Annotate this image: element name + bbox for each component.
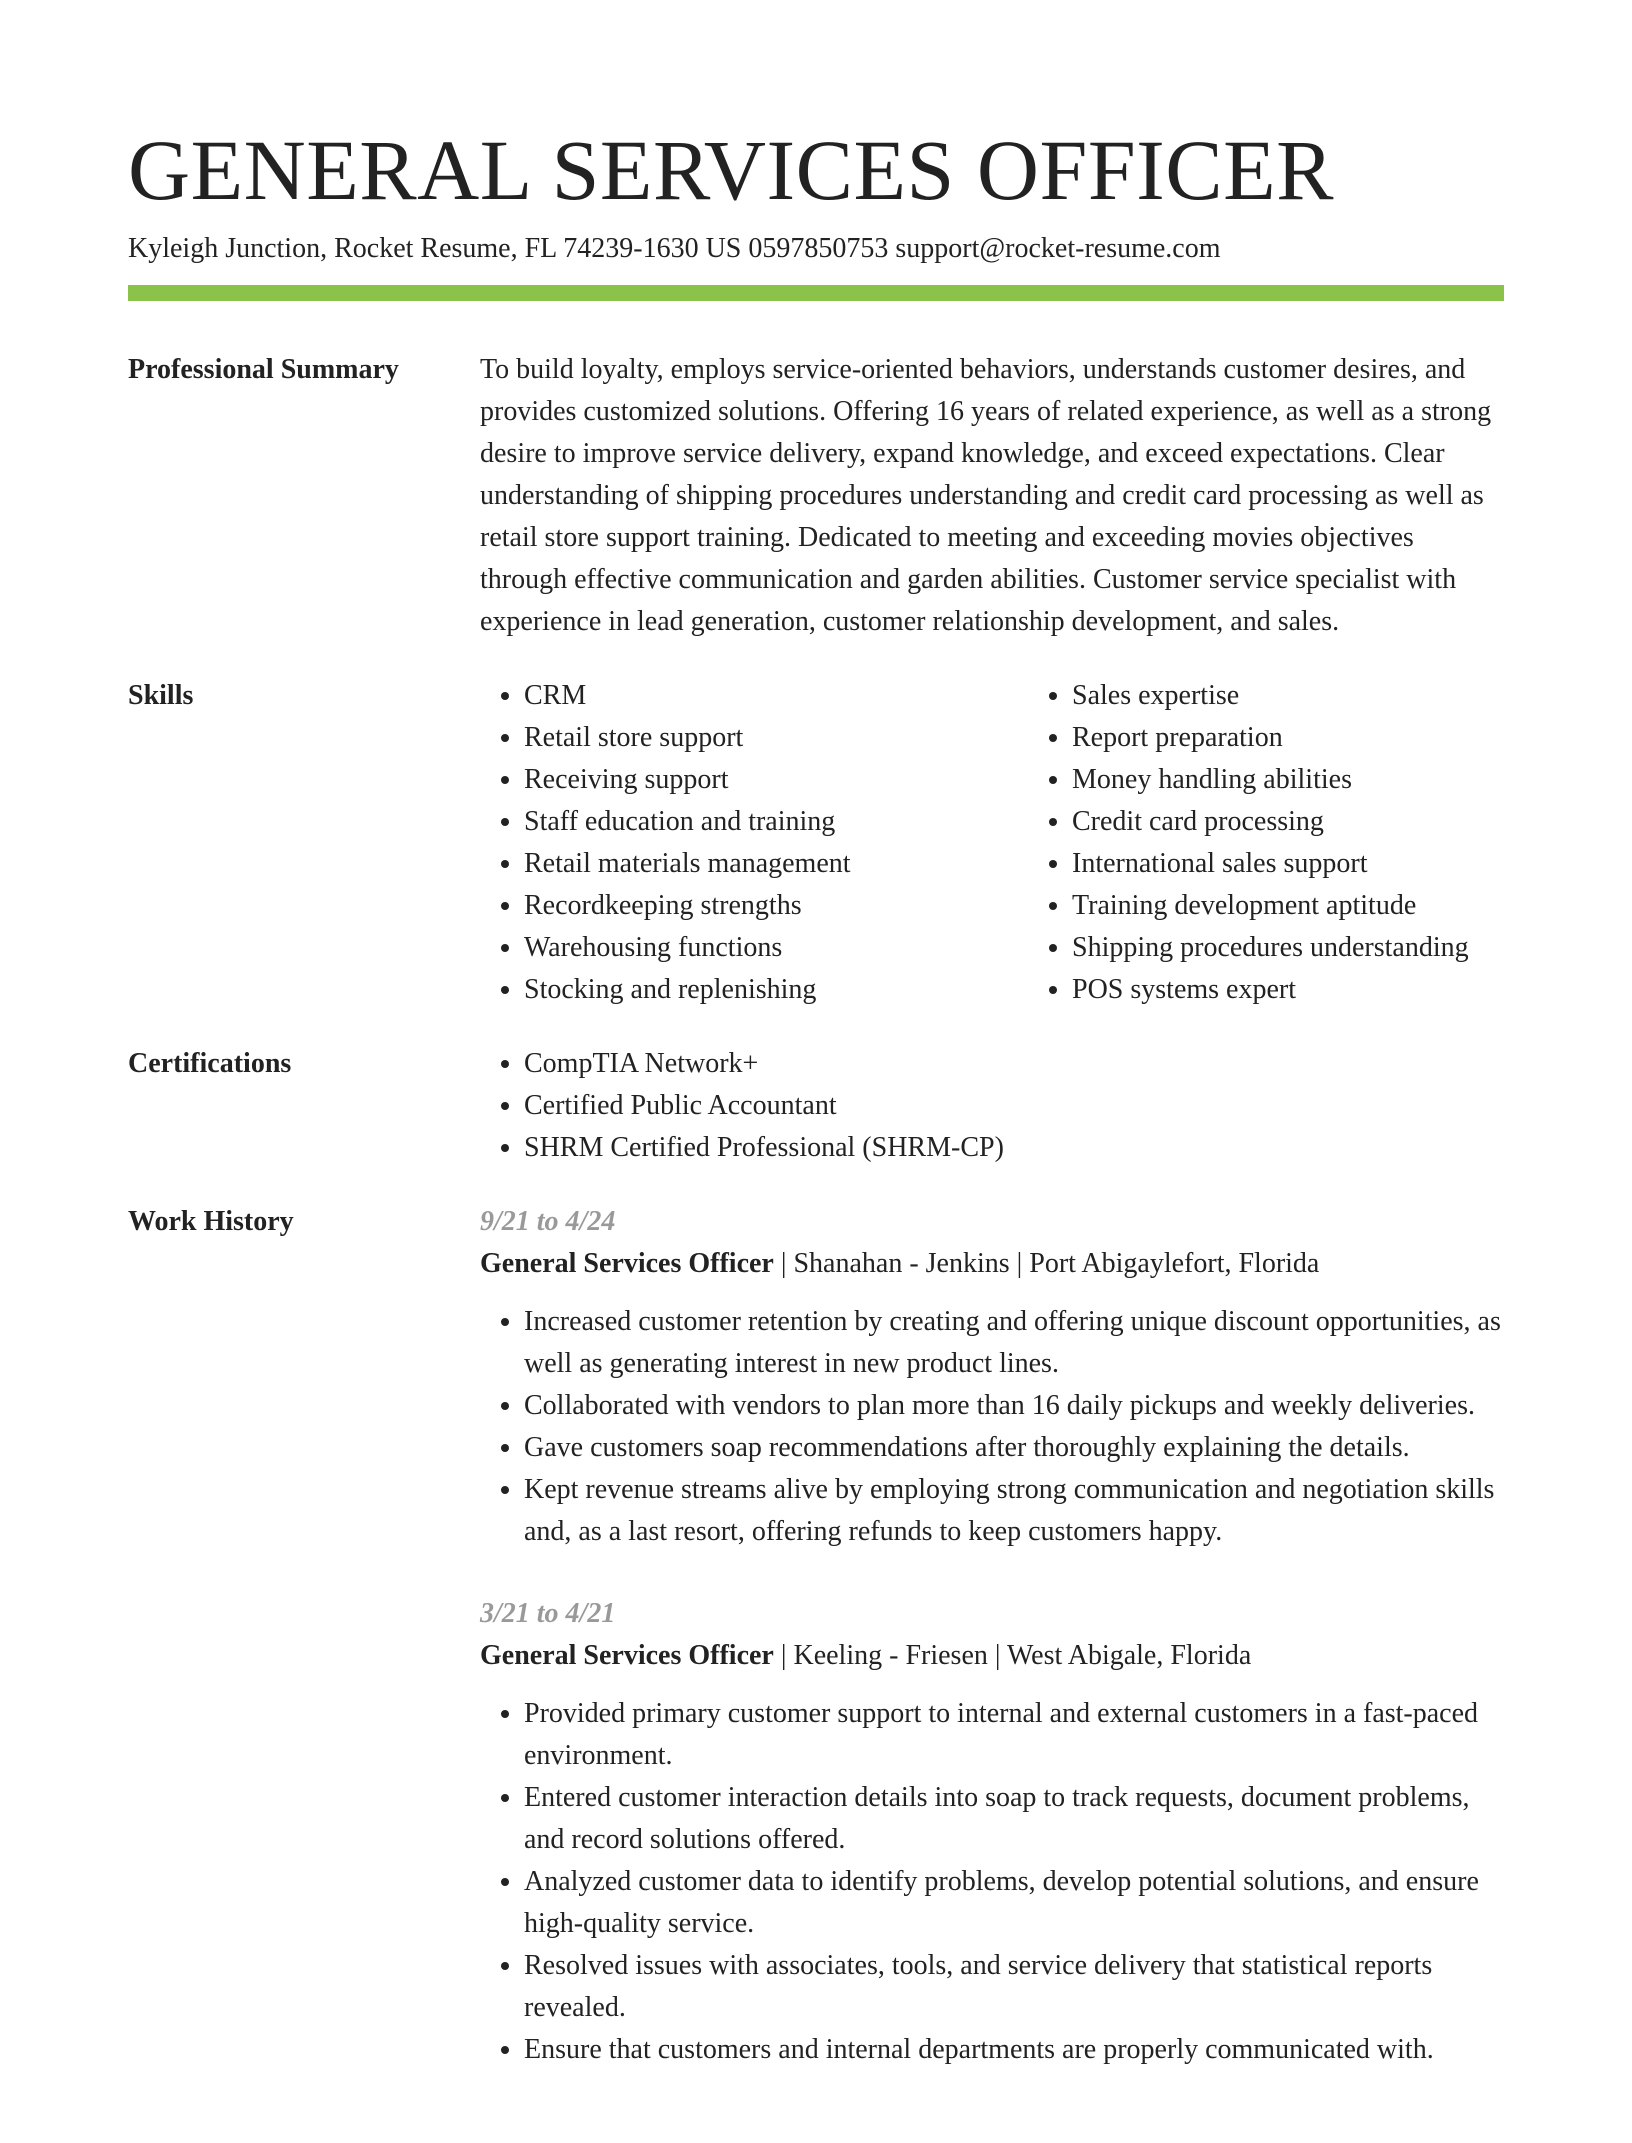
job-title: General Services Officer <box>480 1640 774 1671</box>
job-company: Shanahan - Jenkins <box>793 1248 1010 1279</box>
skills-section <box>128 675 1504 1011</box>
certifications-section <box>128 1043 1504 1169</box>
certification-item: • CompTIA Network+ <box>524 1043 1504 1085</box>
skill-item: • Staff education and training <box>524 801 1028 843</box>
contact-phone: 0597850753 <box>748 233 889 264</box>
certifications-heading: Certifications <box>128 1048 292 1079</box>
candidate-title: GENERAL SERVICES OFFICER <box>128 122 1335 218</box>
skill-item: • Shipping procedures understanding <box>1072 927 1576 969</box>
contact-line <box>128 232 1221 266</box>
skill-item: • Money handling abilities <box>1072 759 1576 801</box>
certification-item: • SHRM Certified Professional (SHRM-CP) <box>524 1127 1504 1169</box>
job-entry <box>480 1593 1504 2071</box>
skill-item: • Credit card processing <box>1072 801 1576 843</box>
resume-sections <box>128 349 1504 2143</box>
skill-item: • International sales support <box>1072 843 1576 885</box>
job-duty: • Resolved issues with associates, tools, and service delivery that statistical reports revealed. <box>524 1945 1504 2029</box>
job-duty: • Provided primary customer support to internal and external customers in a fast-paced environment. <box>524 1693 1504 1777</box>
job-duty: • Collaborated with vendors to plan more than 16 daily pickups and weekly deliveries. <box>524 1385 1504 1427</box>
contact-address: Kyleigh Junction, Rocket Resume, FL 74239-1630 US <box>128 233 742 264</box>
skill-item: • Retail materials management <box>524 843 1028 885</box>
skill-item: • Sales expertise <box>1072 675 1576 717</box>
skill-item: • Retail store support <box>524 717 1028 759</box>
skills-column-2 <box>1028 675 1576 1011</box>
skills-heading: Skills <box>128 680 194 711</box>
job-duties <box>480 1693 1504 2071</box>
job-duty: • Entered customer interaction details into soap to track requests, document problems, and record solutions offered. <box>524 1777 1504 1861</box>
job-duty: • Kept revenue streams alive by employing strong communication and negotiation skills and, as a last resort, offering refunds to keep customers happy. <box>524 1469 1504 1553</box>
skill-item: • Report preparation <box>1072 717 1576 759</box>
job-location: Port Abigaylefort, Florida <box>1029 1248 1320 1279</box>
job-duty: • Increased customer retention by creating and offering unique discount opportunities, as well as generating interest in new product lines. <box>524 1301 1504 1385</box>
work-history-heading: Work History <box>128 1206 294 1237</box>
job-duties <box>480 1301 1504 1553</box>
skill-item: • Training development aptitude <box>1072 885 1576 927</box>
job-duty: • Gave customers soap recommendations after thoroughly explaining the details. <box>524 1427 1504 1469</box>
job-location: West Abigale, Florida <box>1006 1640 1252 1671</box>
job-dates: 3/21 to 4/21 <box>480 1598 616 1629</box>
skill-item: • CRM <box>524 675 1028 717</box>
summary-heading: Professional Summary <box>128 354 399 385</box>
work-history-section <box>128 1201 1504 2111</box>
certifications-list <box>480 1043 1504 1169</box>
certification-item: • Certified Public Accountant <box>524 1085 1504 1127</box>
skills-column-1 <box>480 675 1028 1011</box>
skill-item: • POS systems expert <box>1072 969 1576 1011</box>
skill-item: • Receiving support <box>524 759 1028 801</box>
job-duty: • Ensure that customers and internal departments are properly communicated with. <box>524 2029 1504 2071</box>
contact-email: support@rocket-resume.com <box>895 233 1221 264</box>
job-entry <box>480 1201 1504 1553</box>
job-company: Keeling - Friesen <box>793 1640 988 1671</box>
job-heading <box>480 1243 1504 1285</box>
skill-item: • Warehousing functions <box>524 927 1028 969</box>
skill-item: • Recordkeeping strengths <box>524 885 1028 927</box>
header-divider <box>128 285 1504 301</box>
job-title: General Services Officer <box>480 1248 774 1279</box>
job-heading <box>480 1635 1504 1677</box>
skill-item: • Stocking and replenishing <box>524 969 1028 1011</box>
summary-section <box>128 349 1504 643</box>
job-duty: • Analyzed customer data to identify problems, develop potential solutions, and ensure high-quality service. <box>524 1861 1504 1945</box>
job-dates: 9/21 to 4/24 <box>480 1206 616 1237</box>
summary-text: To build loyalty, employs service-oriented behaviors, understands customer desires, and provides customized solutions. Offering 16 years of related experience, as well as a strong desire to improve service delivery, expand knowledge, and exceed expectations. Clear understanding of shipping procedures understanding and credit card processing as well as retail store support training. Dedicated to meeting and exceeding movies objectives through effective communication and garden abilities. Customer service specialist with experience in lead generation, customer relationship development, and sales. <box>480 354 1492 637</box>
